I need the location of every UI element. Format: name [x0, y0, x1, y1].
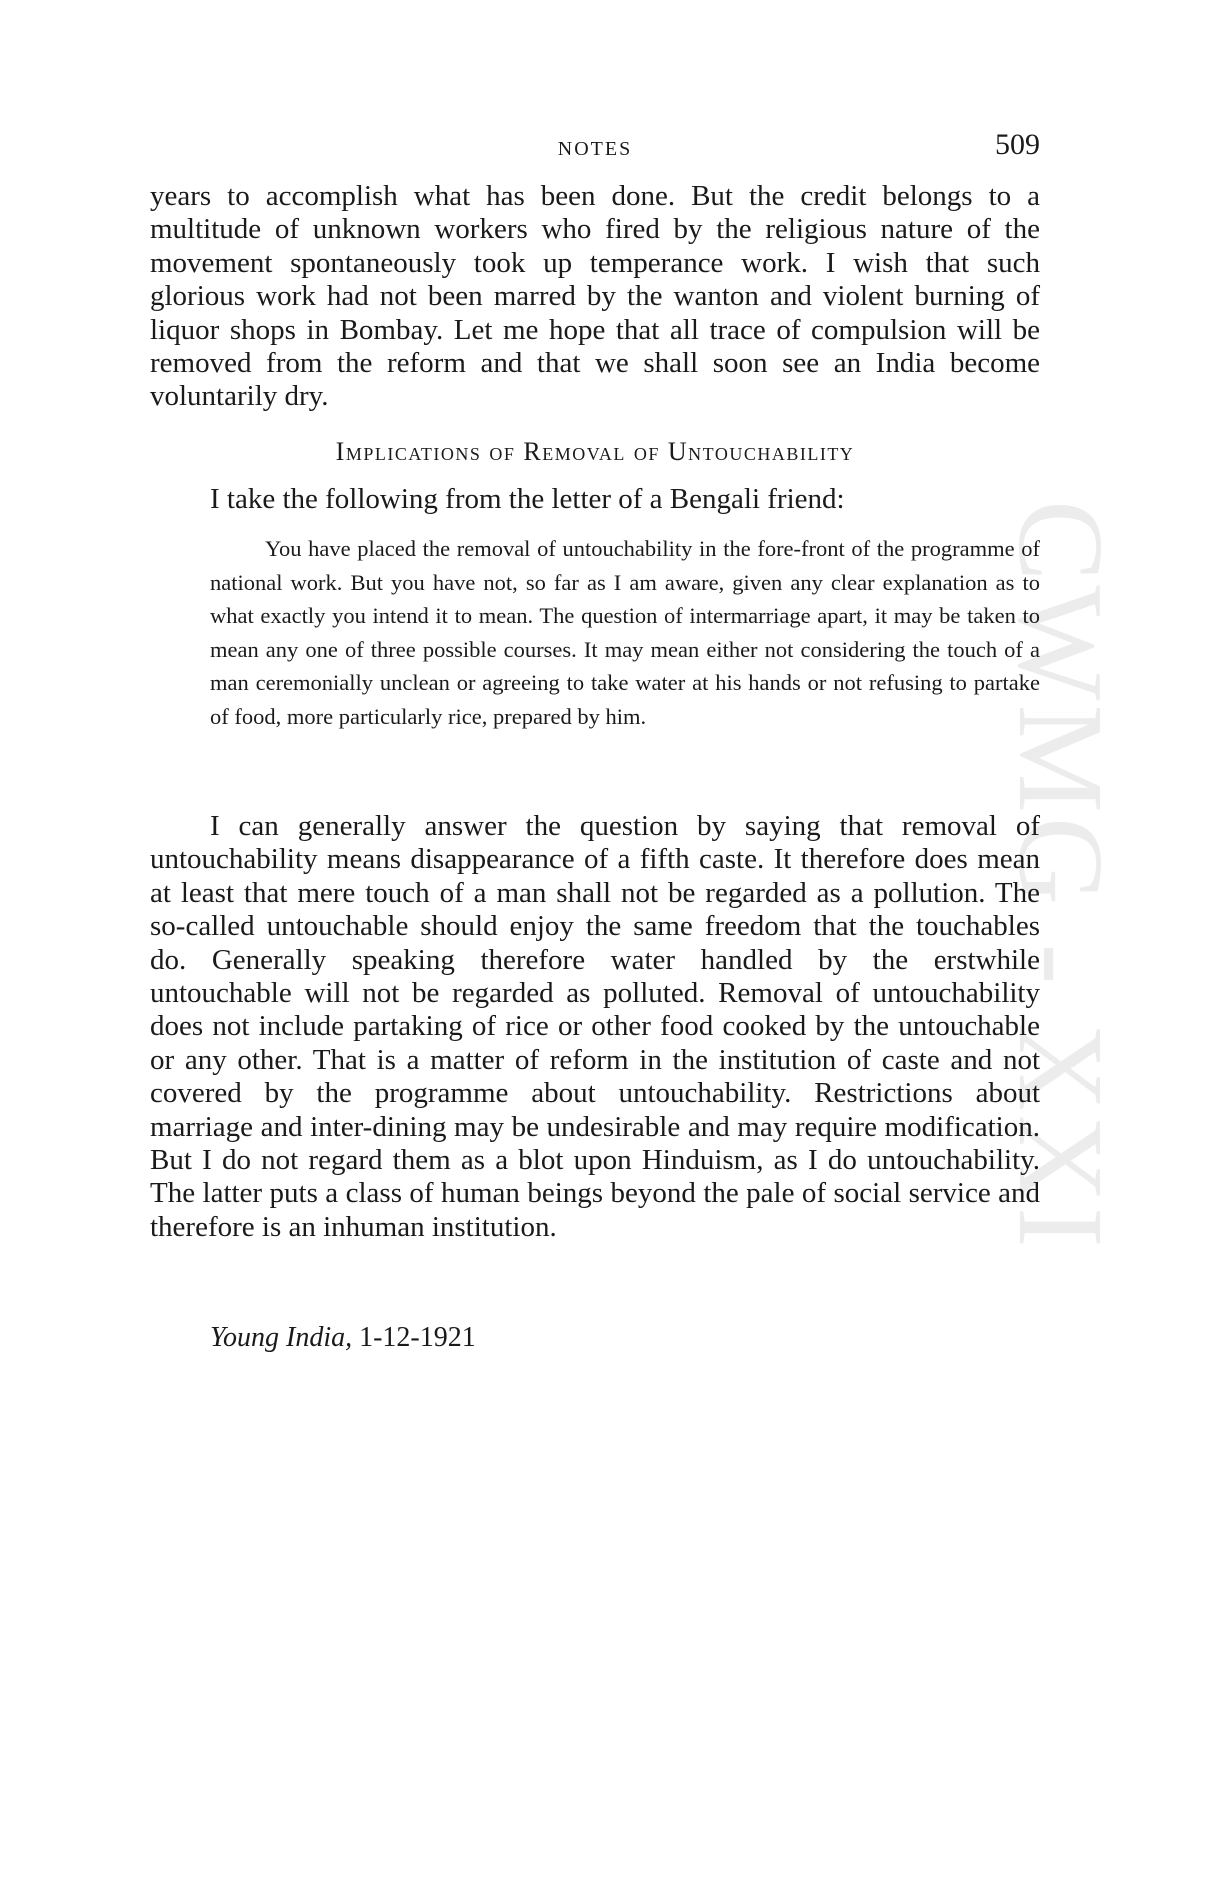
intro-line: I take the following from the letter of a Bengali friend: — [210, 483, 845, 515]
response-paragraph: I can generally answer the question by saying that removal of untouchability means disappearance of a fifth caste. It therefore does mean at least that mere touch of a man shall not be regarded as a pollution. The so-called untouchable should enjoy the same freedom that the touchables do. Generally speaking therefore water handled by the erstwhile untouchable will not be regarded as polluted. Removal of untouchability does not include partaking of rice or other food cooked by the untouchable or any other. That is a matter of reform in the institution of caste and not covered by the programme about untouchability. Restrictions about marriage and inter-dining may be undesirable and may require modification. But I do not regard them as a blot upon Hinduism, as I do untouchability. The latter puts a class of human beings beyond the pale of social service and therefore is an inhuman institution. — [150, 810, 1040, 1243]
watermark: CWMG - XXI — [993, 500, 1128, 1252]
citation-source: Young India, — [210, 1322, 353, 1353]
running-head — [150, 128, 1040, 168]
running-title: NOTES — [557, 138, 633, 160]
citation — [210, 1322, 476, 1354]
opening-paragraph: years to accomplish what has been done. But the credit belongs to a multitude of unknown workers who fired by the religious nature of the movement spontaneously took up temperance work. I wish that such glorious work had not been marred by the wanton and violent burning of liquor shops in Bombay. Let me hope that all trace of compulsion will be removed from the reform and that we shall soon see an India become voluntarily dry. — [150, 180, 1040, 413]
quoted-letter: You have placed the removal of untouchability in the fore-front of the programme of national work. But you have not, so far as I am aware, given any clear explanation as to what exactly you intend it to mean. The question of intermarriage apart, it may be taken to mean any one of three possible courses. It may mean either not considering the touch of a man ceremonially unclean or agreeing to take water at his hands or not refusing to partake of food, more particularly rice, prepared by him. — [210, 536, 1040, 729]
page-number: 509 — [995, 128, 1040, 161]
citation-date: 1-12-1921 — [359, 1322, 476, 1353]
section-heading: Implications of Removal of Untouchability — [335, 437, 855, 466]
